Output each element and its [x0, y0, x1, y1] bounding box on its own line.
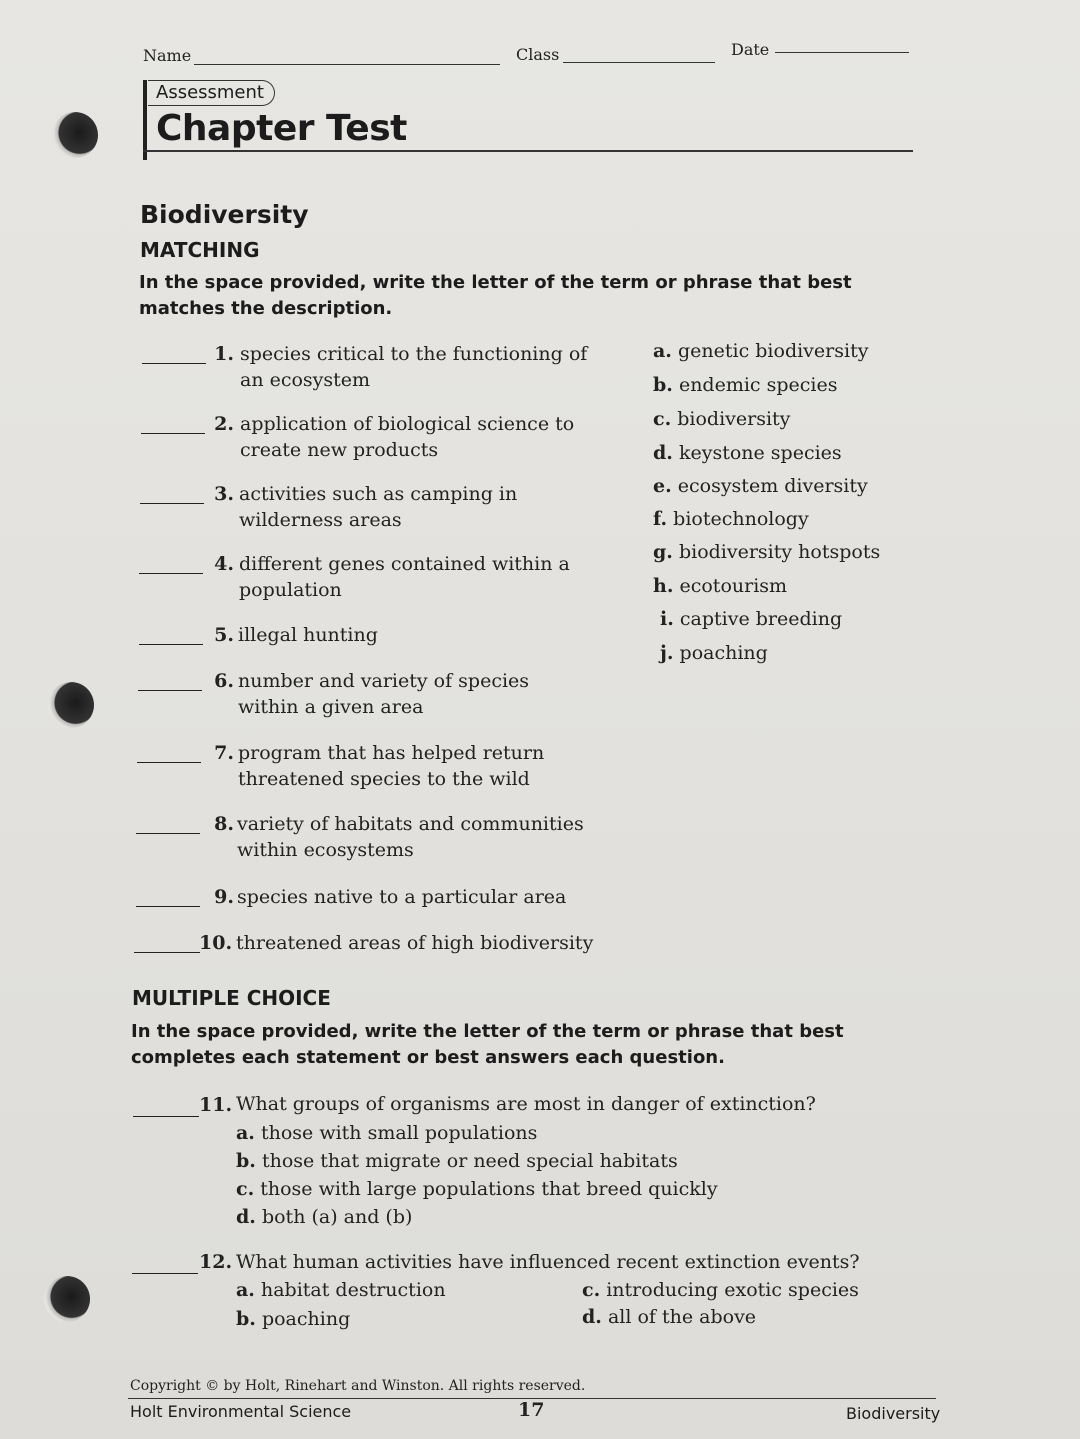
binder-hole-icon [44, 1276, 90, 1322]
option-11-b: b. those that migrate or need special habitats [236, 1150, 678, 1172]
multiple-choice-heading: MULTIPLE CHOICE [132, 986, 331, 1010]
answer-blank-7[interactable] [137, 762, 201, 763]
binder-hole-icon [52, 112, 98, 158]
term-b: b. endemic species [653, 374, 838, 396]
subject-heading: Biodiversity [140, 200, 309, 229]
title-rule [143, 150, 913, 152]
matching-heading: MATCHING [140, 238, 260, 262]
term-i: i. captive breeding [660, 608, 843, 630]
item-description: variety of habitats and communities within ecosystems [237, 813, 584, 861]
answer-blank-10[interactable] [134, 952, 200, 953]
date-label: Date [731, 40, 770, 59]
item-description: different genes contained within a population [239, 553, 570, 601]
chapter-name: Biodiversity [846, 1404, 941, 1423]
question-text: What groups of organisms are most in danger of extinction? [236, 1093, 816, 1115]
question-number: 11. [199, 1094, 233, 1116]
item-description: threatened areas of high biodiversity [236, 932, 594, 954]
option-12-a: a. habitat destruction [236, 1279, 446, 1301]
item-number: 5. [214, 624, 234, 646]
option-11-d: d. both (a) and (b) [236, 1206, 413, 1228]
item-number: 9. [214, 886, 234, 908]
item-number: 7. [214, 742, 234, 764]
option-12-b: b. poaching [236, 1308, 351, 1330]
name-field[interactable] [194, 64, 500, 65]
term-j: j. poaching [660, 642, 768, 664]
term-h: h. ecotourism [653, 575, 788, 597]
date-field[interactable] [775, 52, 909, 53]
answer-blank-11[interactable] [133, 1116, 199, 1117]
item-description: application of biological science to create new products [240, 413, 575, 461]
item-number: 4. [214, 553, 234, 575]
binder-hole-icon [48, 682, 94, 728]
answer-blank-8[interactable] [136, 833, 200, 834]
copyright-notice: Copyright © by Holt, Rinehart and Winston. All rights reserved. [130, 1378, 586, 1394]
assessment-tab: Assessment [148, 80, 275, 106]
page-title: Chapter Test [156, 108, 407, 149]
option-11-a: a. those with small populations [236, 1122, 538, 1144]
matching-instructions: In the space provided, write the letter of the term or phrase that best matches the description. [139, 272, 852, 319]
item-description: program that has helped return threatened species to the wild [238, 742, 545, 790]
name-label: Name [143, 46, 192, 65]
answer-blank-9[interactable] [136, 906, 200, 907]
term-g: g. biodiversity hotspots [653, 541, 881, 563]
term-d: d. keystone species [653, 442, 842, 464]
item-number: 2. [214, 413, 234, 435]
term-a: a. genetic biodiversity [653, 340, 869, 362]
answer-blank-12[interactable] [132, 1273, 198, 1274]
item-description: illegal hunting [238, 624, 378, 646]
item-number: 10. [199, 932, 233, 954]
term-f: f. biotechnology [653, 508, 809, 530]
question-text: What human activities have influenced recent extinction events? [236, 1251, 860, 1273]
term-e: e. ecosystem diversity [653, 475, 868, 497]
item-description: activities such as camping in wilderness areas [239, 483, 518, 531]
title-accent-bar [143, 80, 147, 160]
option-12-d: d. all of the above [582, 1306, 757, 1328]
multiple-choice-instructions: In the space provided, write the letter of the term or phrase that best completes each statement or best answers each question. [131, 1021, 844, 1068]
item-number: 6. [214, 670, 234, 692]
answer-blank-1[interactable] [142, 363, 206, 364]
answer-blank-5[interactable] [139, 644, 203, 645]
page-number: 17 [518, 1399, 545, 1421]
option-12-c: c. introducing exotic species [582, 1279, 859, 1301]
item-number: 8. [214, 813, 234, 835]
book-title: Holt Environmental Science [130, 1402, 352, 1421]
answer-blank-4[interactable] [139, 573, 203, 574]
question-number: 12. [199, 1251, 233, 1273]
term-c: c. biodiversity [653, 408, 791, 430]
item-number: 3. [214, 483, 234, 505]
answer-blank-6[interactable] [138, 690, 202, 691]
class-label: Class [516, 45, 560, 64]
class-field[interactable] [563, 62, 715, 63]
item-number: 1. [214, 343, 234, 365]
item-description: number and variety of species within a given area [238, 670, 530, 718]
item-description: species native to a particular area [237, 886, 567, 908]
answer-blank-3[interactable] [140, 503, 204, 504]
option-11-c: c. those with large populations that breed quickly [236, 1178, 718, 1200]
item-description: species critical to the functioning of an ecosystem [240, 343, 588, 391]
answer-blank-2[interactable] [141, 433, 205, 434]
